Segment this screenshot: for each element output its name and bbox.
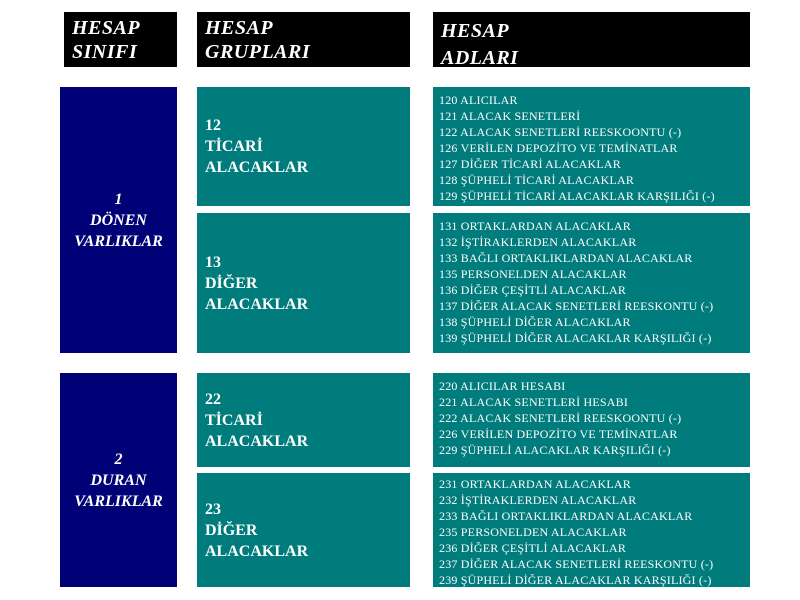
account-item: 127 DİĞER TİCARİ ALACAKLAR [439,157,621,171]
class-duran-varliklar [60,373,177,587]
account-item: 231 ORTAKLARDAN ALACAKLAR [439,477,631,491]
account-item: 129 ŞÜPHELİ TİCARİ ALACAKLAR KARŞILIĞI (-) [439,189,715,203]
account-item: 139 ŞÜPHELİ DİĞER ALACAKLAR KARŞILIĞI (-) [439,331,712,345]
accounts-23x [433,473,750,587]
header-line: GRUPLARI [205,41,311,63]
account-item: 232 İŞTİRAKLERDEN ALACAKLAR [439,493,637,507]
group-line: ALACAKLAR [205,432,309,450]
header-line: HESAP [441,20,510,42]
account-item: 222 ALACAK SENETLERİ REESKOONTU (-) [439,411,682,425]
account-item: 138 ŞÜPHELİ DİĞER ALACAKLAR [439,315,631,329]
account-item: 233 BAĞLI ORTAKLIKLARDAN ALACAKLAR [439,509,693,523]
group-line: TİCARİ [205,411,263,429]
account-item: 239 ŞÜPHELİ DİĞER ALACAKLAR KARŞILIĞI (-) [439,573,712,587]
group-12-ticari-alacaklar [197,87,410,206]
group-line: DİĞER [205,521,258,539]
header-line: ADLARI [441,47,519,69]
group-line: DİĞER [205,274,258,292]
account-item: 126 VERİLEN DEPOZİTO VE TEMİNATLAR [439,141,678,155]
account-item: 236 DİĞER ÇEŞİTLİ ALACAKLAR [439,541,627,555]
account-item: 220 ALICILAR HESABI [439,379,566,393]
group-13-diger-alacaklar [197,213,410,353]
class-donen-varliklar [60,87,177,353]
account-item: 133 BAĞLI ORTAKLIKLARDAN ALACAKLAR [439,251,693,265]
group-line: 12 [205,117,221,134]
accounts-13x [433,213,750,353]
group-line: ALACAKLAR [205,159,309,176]
group-line: 22 [205,390,221,408]
group-line: TİCARİ [205,138,263,155]
accounts-22x [433,373,750,467]
group-line: ALACAKLAR [205,542,309,560]
group-22-ticari-alacaklar [197,373,410,467]
header-hesap-gruplari [197,12,410,67]
account-item: 137 DİĞER ALACAK SENETLERİ REESKONTU (-) [439,299,714,313]
account-item: 121 ALACAK SENETLERİ [439,109,581,123]
class-line: 1 [114,190,123,208]
class-line: VARLIKLAR [74,492,163,510]
account-item: 235 PERSONELDEN ALACAKLAR [439,525,627,539]
account-item: 136 DİĞER ÇEŞİTLİ ALACAKLAR [439,283,627,297]
account-item: 122 ALACAK SENETLERİ REESKOONTU (-) [439,125,682,139]
group-23-diger-alacaklar [197,473,410,587]
account-item: 221 ALACAK SENETLERİ HESABI [439,395,629,409]
header-line: HESAP [205,17,274,39]
account-item: 128 ŞÜPHELİ TİCARİ ALACAKLAR [439,173,635,187]
group-line: 13 [205,253,221,271]
header-line: HESAP [72,17,141,39]
header-hesap-adlari [433,12,750,67]
header-hesap-sinifi [64,12,177,67]
class-line: 2 [114,450,123,468]
accounts-12x [433,87,750,206]
account-item: 120 ALICILAR [439,93,518,107]
account-item: 135 PERSONELDEN ALACAKLAR [439,267,627,281]
account-item: 226 VERİLEN DEPOZİTO VE TEMİNATLAR [439,427,678,441]
group-line: ALACAKLAR [205,295,309,313]
group-line: 23 [205,500,221,518]
class-line: DURAN [90,471,147,489]
class-line: DÖNEN [90,211,147,229]
header-line: SINIFI [72,41,138,63]
account-item: 229 ŞÜPHELİ ALACAKLAR KARŞILIĞI (-) [439,443,671,457]
account-item: 132 İŞTİRAKLERDEN ALACAKLAR [439,235,637,249]
class-line: VARLIKLAR [74,232,163,250]
account-item: 131 ORTAKLARDAN ALACAKLAR [439,219,631,233]
account-item: 237 DİĞER ALACAK SENETLERİ REESKONTU (-) [439,557,714,571]
